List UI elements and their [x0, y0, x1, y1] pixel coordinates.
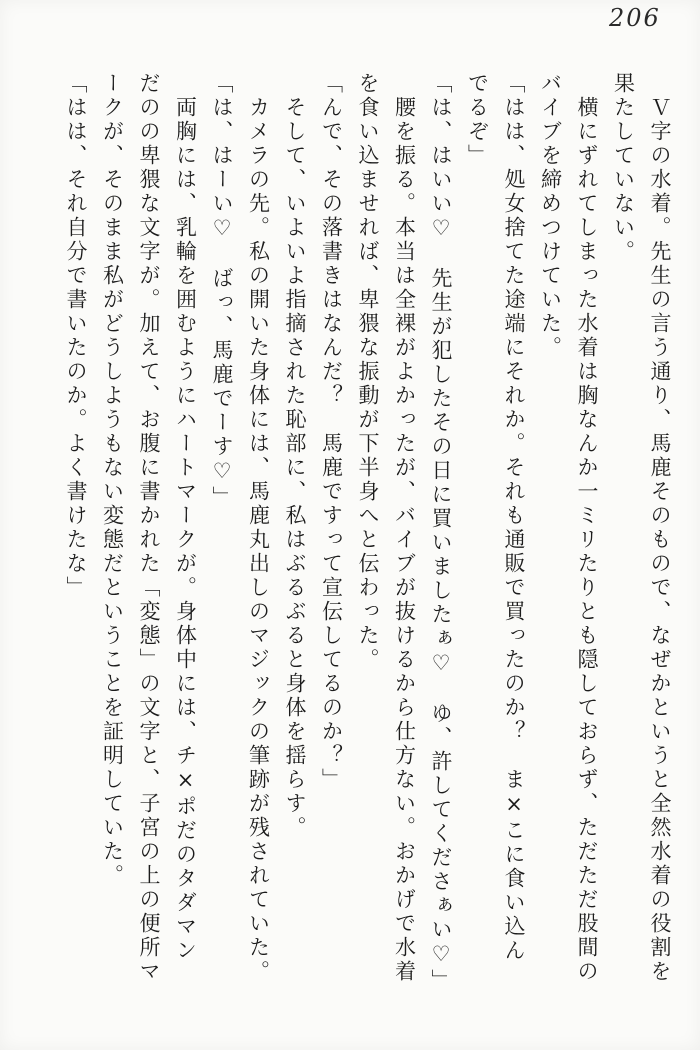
paragraph: 「んで、その落書きはなんだ？ 馬鹿ですって宣伝してるのか？」	[319, 72, 344, 792]
paragraph: 両胸には、乳輪を囲むようにハートマークが。身体中には、チ×ポだのタダマンだのの卑猥な文字が。加えて、お腹に書かれた「変態」の文字と、子宮の上の便所マークが、そのまま私がどうしようもない変態だということを証明していた。	[100, 72, 198, 984]
text-block	[58, 72, 679, 993]
paragraph: 横にずれてしまった水着は胸なんか一ミリたりとも隠しておらず、ただただ股間のバイブを締めつけていた。	[538, 72, 599, 984]
paragraph: 「は、はいい♡ 先生が犯したその日に買いましたぁ♡ ゆ、許してくださぁい♡」	[429, 72, 453, 993]
paragraph: 「はは、処女捨てた途端にそれか。それも通販で買ったのか？ ま×こに食い込んでるぞ」	[465, 72, 526, 963]
paragraph: 「はは、それ自分で書いたのか。よく書けたな」	[64, 72, 88, 600]
paragraph: 「は、はーい♡ ばっ、馬鹿でーす♡」	[210, 72, 234, 510]
page-number: 206	[609, 4, 661, 32]
paragraph: Ｖ字の水着。先生の言う通り、馬鹿そのもので、なぜかというと全然水着の役割を果たしていない。	[611, 72, 672, 984]
paragraph: 腰を振る。本当は全裸がよかったが、バイブが抜けるから仕方ない。おかげで水着を食い込ませれば、卑猥な振動が下半身へと伝わった。	[356, 72, 417, 984]
paragraph: そして、いよいよ指摘された恥部に、私はぶるぶると身体を揺らす。	[283, 96, 307, 840]
paragraph: カメラの先。私の開いた身体には、馬鹿丸出しのマジックの筆跡が残されていた。	[246, 96, 271, 984]
